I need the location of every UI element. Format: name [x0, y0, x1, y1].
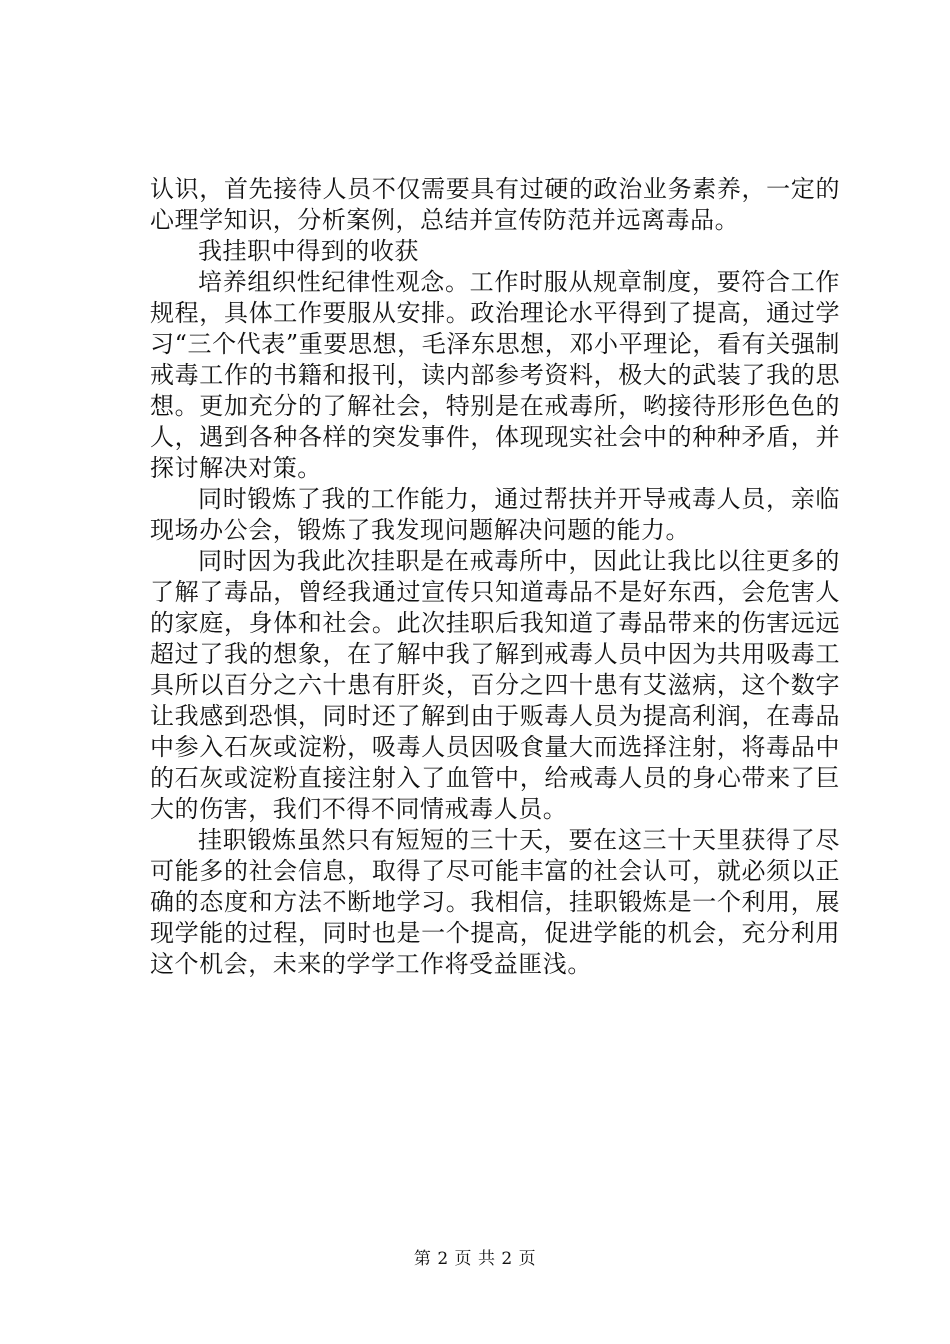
paragraph-conclusion: 挂职锻炼虽然只有短短的三十天，要在这三十天里获得了尽可能多的社会信息，取得了尽可能丰富的社会认可，就必须以正确的态度和方法不断地学习。我相信，挂职锻炼是一个利用，展现学能的过程，同时也是一个提高，促进学能的机会，充分利用这个机会，未来的学学工作将受益匪浅。 [150, 826, 840, 978]
paragraph-continuation: 认识，首先接待人员不仅需要具有过硬的政治业务素养，一定的心理学知识，分析案例，总结并宣传防范并远离毒品。 [150, 175, 840, 234]
paragraph-discipline: 培养组织性纪律性观念。工作时服从规章制度，要符合工作规程，具体工作要服从安排。政治理论水平得到了提高，通过学习“三个代表”重要思想，毛泽东思想，邓小平理论，看有关强制戒毒工作的书籍和报刊，读内部参考资料，极大的武装了我的思想。更加充分的了解社会，特别是在戒毒所，哟接待形形色色的人，遇到各种各样的突发事件，体现现实社会中的种种矛盾，并探讨解决对策。 [150, 268, 840, 482]
paragraph-drug-awareness: 同时因为我此次挂职是在戒毒所中，因此让我比以往更多的了解了毒品，曾经我通过宣传只知道毒品不是好东西，会危害人的家庭，身体和社会。此次挂职后我知道了毒品带来的伤害远远超过了我的想象，在了解中我了解到戒毒人员中因为共用吸毒工具所以百分之六十患有肝炎，百分之四十患有艾滋病，这个数字让我感到恐惧，同时还了解到由于贩毒人员为提高利润，在毒品中参入石灰或淀粉，吸毒人员因吸食量大而选择注射，将毒品中的石灰或淀粉直接注射入了血管中，给戒毒人员的身心带来了巨大的伤害，我们不得不同情戒毒人员。 [150, 547, 840, 823]
section-heading: 我挂职中得到的收获 [198, 237, 419, 265]
paragraph-work-ability: 同时锻炼了我的工作能力，通过帮扶并开导戒毒人员，亲临现场办公会，锻炼了我发现问题解决问题的能力。 [150, 485, 840, 544]
page-footer: 第 2 页 共 2 页 [413, 1249, 537, 1269]
document-body [150, 174, 840, 980]
